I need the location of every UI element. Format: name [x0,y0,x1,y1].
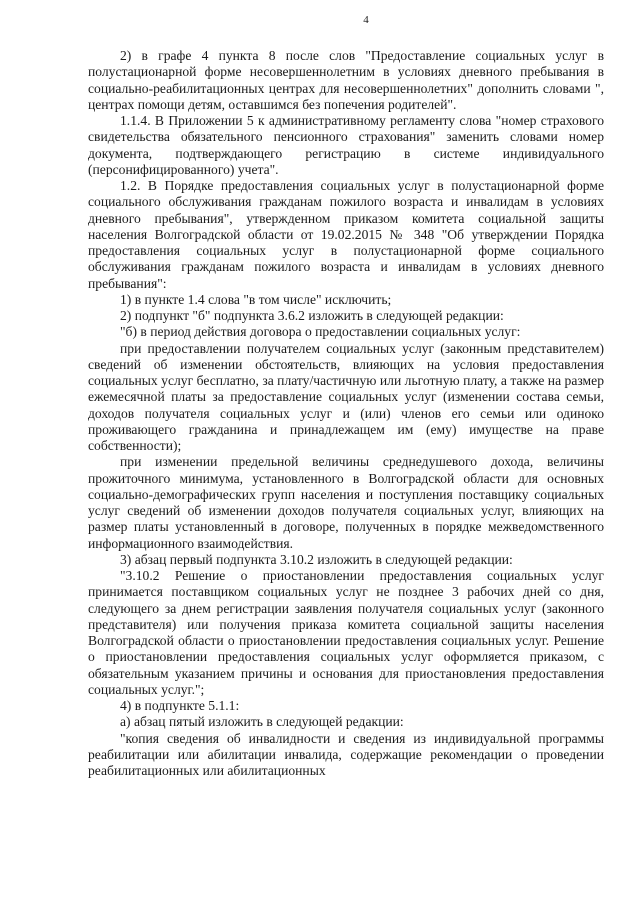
paragraph-item-4: 4) в подпункте 5.1.1: [120,698,240,713]
page-number: 4 [363,14,369,26]
paragraph-subitem-a: а) абзац пятый изложить в следующей редакции: [120,714,404,730]
paragraph-1-2: 1.2. В Порядке предоставления социальных услуг в полустационарной форме социального обслуживания гражданам пожилого возраста и инвалидам в условиях дневного пребывания", утвержденном приказом комитета социальной защиты населения Волгоградской области от 19.02.2015 № 348 "Об утверждении Порядка предоставления социальных услуг в полустационарной форме социального обслуживания гражданам пожилого возраста и инвалидам в условиях дневного пребывания": [88,178,604,291]
paragraph-subitem-b: "б) в период действия договора о предоставлении социальных услуг: [120,324,521,340]
paragraph-1-1-4: 1.1.4. В Приложении 5 к административному регламенту слова "номер страхового свидетельства обязательного пенсионного страхования" заменить словами номер документа, подтверждающего регистрацию в системе индивидуального (персонифицированного) учета". [88,113,604,177]
paragraph-change-circumstances: при предоставлении получателем социальных услуг (законным представителем) сведений об изменении обстоятельств, влияющих на условия предоставления социальных услуг бесплатно, за плату/частичную или льготную плату, а также на размер ежемесячной платы за предоставление социальных услуг (изменении состава семьи, доходов получателя социальных услуг и (или) членов его семьи или одиноко проживающего гражданина и принадлежащем им (ему) имуществе на праве собственности); [88,340,604,453]
paragraph-graph-4-item-8: 2) в графе 4 пункта 8 после слов "Предоставление социальных услуг в полустационарной форме несовершеннолетним в условиях дневного пребывания в социально-реабилитационных центрах для несовершеннолетних" дополнить словами ", центрах помощи детям, оставшимся без попечения родителей". [88,48,604,112]
paragraph-disability-copy: "копия сведения об инвалидности и сведения из индивидуальной программы реабилитации или абилитации инвалида, содержащие рекомендации о проведении реабилитационных или абилитационных [88,730,604,778]
paragraph-item-3: 3) абзац первый подпункта 3.10.2 изложить в следующей редакции: [120,551,513,567]
paragraph-3-10-2: "3.10.2 Решение о приостановлении предоставления социальных услуг принимается поставщиком социальных услуг не позднее 3 рабочих дней со дня, следующего за днем регистрации заявления получателя социальных услуг (законного представителя) или получения приказа комитета социальной защиты населения Волгоградской области о приостановлении предоставления социальных услуг. Решение о приостановлении предоставления социальных услуг оформляется приказом, с обязательным указанием причины и основания для приостановления предоставления социальных услуг."; [88,568,604,697]
paragraph-item-2: 2) подпункт "б" подпункта 3.6.2 изложить в следующей редакции: [120,308,504,323]
paragraph-change-income-limit: при изменении предельной величины среднедушевого дохода, величины прожиточного минимума, установленного в Волгоградской области для основных социально-демографических групп населения и поступления поставщику социальных услуг сведений об изменении доходов получателя социальных услуг, влияющих на размер платы установленный в договоре, полученных в порядке межведомственного информационного взаимодействия. [88,454,604,551]
paragraph-item-1: 1) в пункте 1.4 слова "в том числе" исключить; [120,291,392,307]
